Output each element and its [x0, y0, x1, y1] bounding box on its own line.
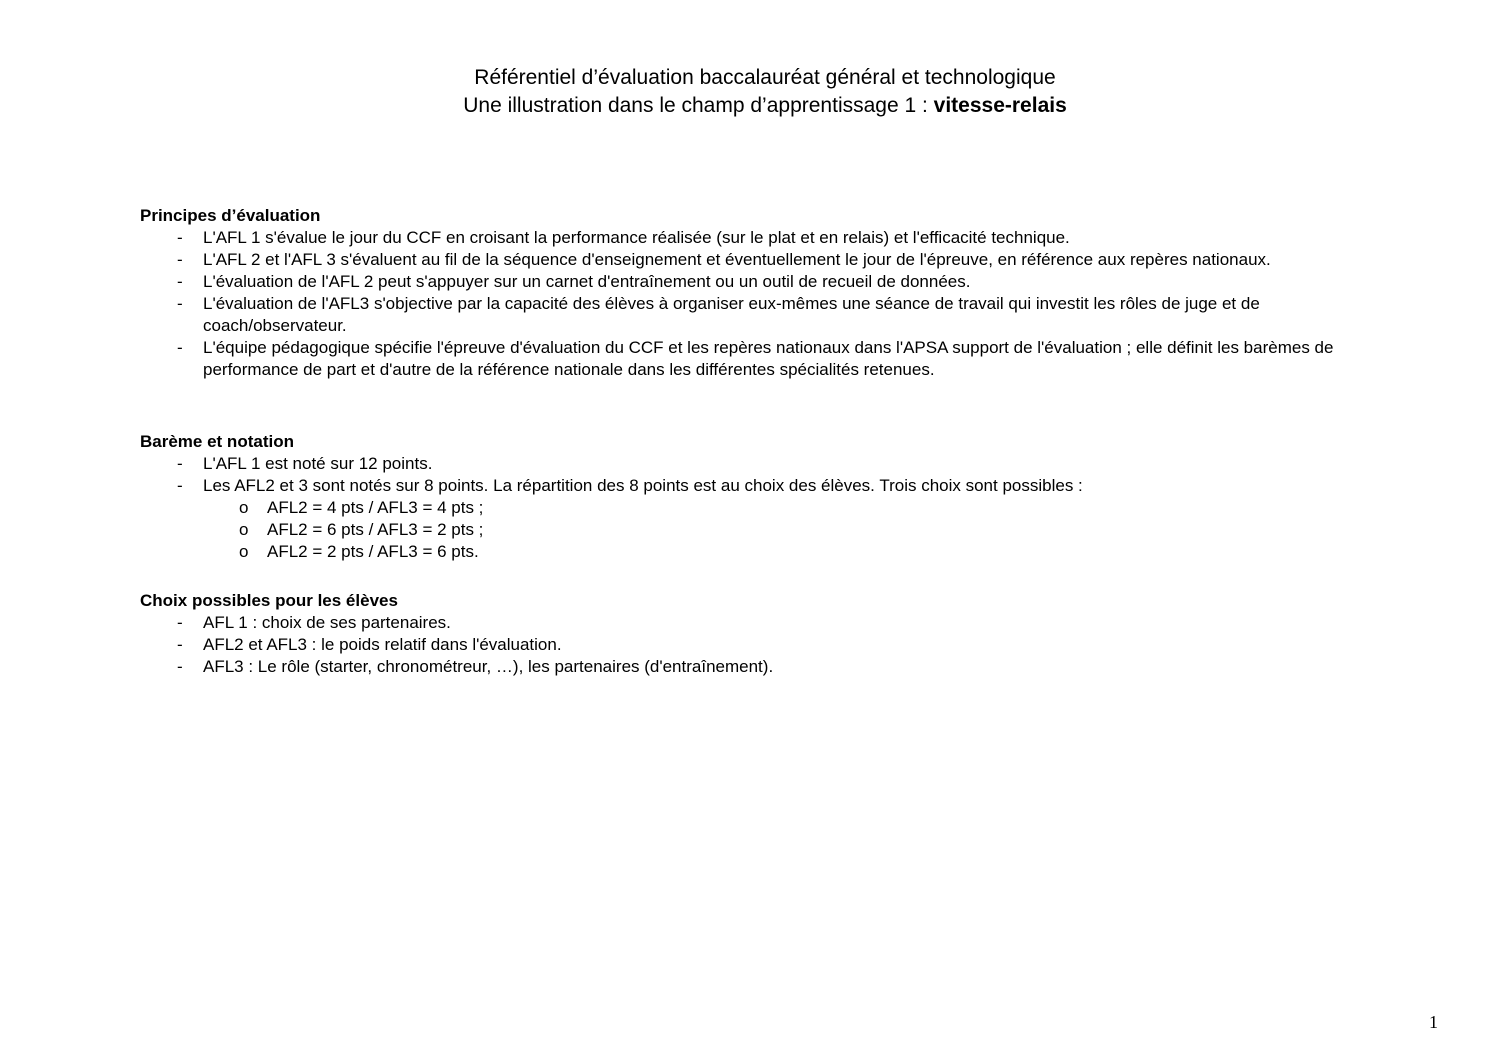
page-number: 1: [1429, 1012, 1438, 1032]
section-principes: [140, 205, 1440, 381]
list-item: [140, 249, 1440, 271]
list-item: [140, 656, 1440, 678]
dash-marker: -: [177, 635, 183, 654]
dash-marker: -: [177, 338, 183, 357]
sub-list-item: [140, 541, 1440, 563]
list-item-text: L'évaluation de l'AFL 2 peut s'appuyer sur un carnet d'entraînement ou un outil de recueil de données.: [203, 272, 971, 291]
bullet-marker: o: [239, 542, 249, 561]
bullet-marker: o: [239, 520, 249, 539]
list-item-text: L'AFL 1 est noté sur 12 points.: [203, 454, 433, 473]
list-item: [140, 612, 1440, 634]
list-item: [140, 271, 1440, 293]
list-item: [140, 337, 1440, 381]
dash-marker: -: [177, 228, 183, 247]
sub-list-item: [140, 519, 1440, 541]
sub-list-item-text: AFL2 = 4 pts / AFL3 = 4 pts ;: [267, 498, 484, 517]
dash-marker: -: [177, 272, 183, 291]
title-line-2-prefix: Une illustration dans le champ d’apprentissage 1 :: [463, 94, 934, 117]
list-item-text: AFL2 et AFL3 : le poids relatif dans l'évaluation.: [203, 635, 562, 654]
sub-list-item-text: AFL2 = 2 pts / AFL3 = 6 pts.: [267, 542, 479, 561]
section-heading: Barème et notation: [140, 432, 294, 451]
section-heading: Choix possibles pour les élèves: [140, 591, 398, 610]
section-heading: Principes d’évaluation: [140, 206, 321, 225]
list-item-text: AFL3 : Le rôle (starter, chronométreur, …), les partenaires (d'entraînement).: [203, 657, 774, 676]
list-item: [140, 227, 1440, 249]
list-item: [140, 293, 1440, 337]
dash-marker: -: [177, 454, 183, 473]
list-item: [140, 453, 1440, 475]
document-title: [0, 64, 1497, 120]
dash-marker: -: [177, 250, 183, 269]
list-item-text: L'AFL 1 s'évalue le jour du CCF en croisant la performance réalisée (sur le plat et en relais) et l'efficacité technique.: [203, 228, 1070, 247]
sub-list-item: [140, 497, 1440, 519]
section-bareme: [140, 431, 1440, 563]
list-item-text: Les AFL2 et 3 sont notés sur 8 points. La répartition des 8 points est au choix des élèves. Trois choix sont possibles :: [203, 476, 1083, 495]
list-item-text: L'équipe pédagogique spécifie l'épreuve d'évaluation du CCF et les repères nationaux dans l'APSA support de l'évaluation ; elle définit les barèmes de performance de part et d'autre de la référence nationale dans les différentes spécialités retenues.: [203, 338, 1334, 379]
list-item-text: AFL 1 : choix de ses partenaires.: [203, 613, 451, 632]
sub-list-item-text: AFL2 = 6 pts / AFL3 = 2 pts ;: [267, 520, 484, 539]
dash-marker: -: [177, 657, 183, 676]
list-item: [140, 634, 1440, 656]
dash-marker: -: [177, 294, 183, 313]
dash-marker: -: [177, 613, 183, 632]
bullet-marker: o: [239, 498, 249, 517]
list-item-text: L'AFL 2 et l'AFL 3 s'évaluent au fil de la séquence d'enseignement et éventuellement le jour de l'épreuve, en référence aux repères nationaux.: [203, 250, 1271, 269]
title-line-2-bold: vitesse-relais: [933, 94, 1067, 117]
title-line-2: [0, 92, 1497, 120]
dash-marker: -: [177, 476, 183, 495]
title-line-1: Référentiel d’évaluation baccalauréat général et technologique: [474, 66, 1056, 89]
list-item-text: L'évaluation de l'AFL3 s'objective par la capacité des élèves à organiser eux-mêmes une séance de travail qui investit les rôles de juge et de coach/observateur.: [203, 294, 1260, 335]
section-choix: [140, 590, 1440, 678]
list-item: [140, 475, 1440, 497]
